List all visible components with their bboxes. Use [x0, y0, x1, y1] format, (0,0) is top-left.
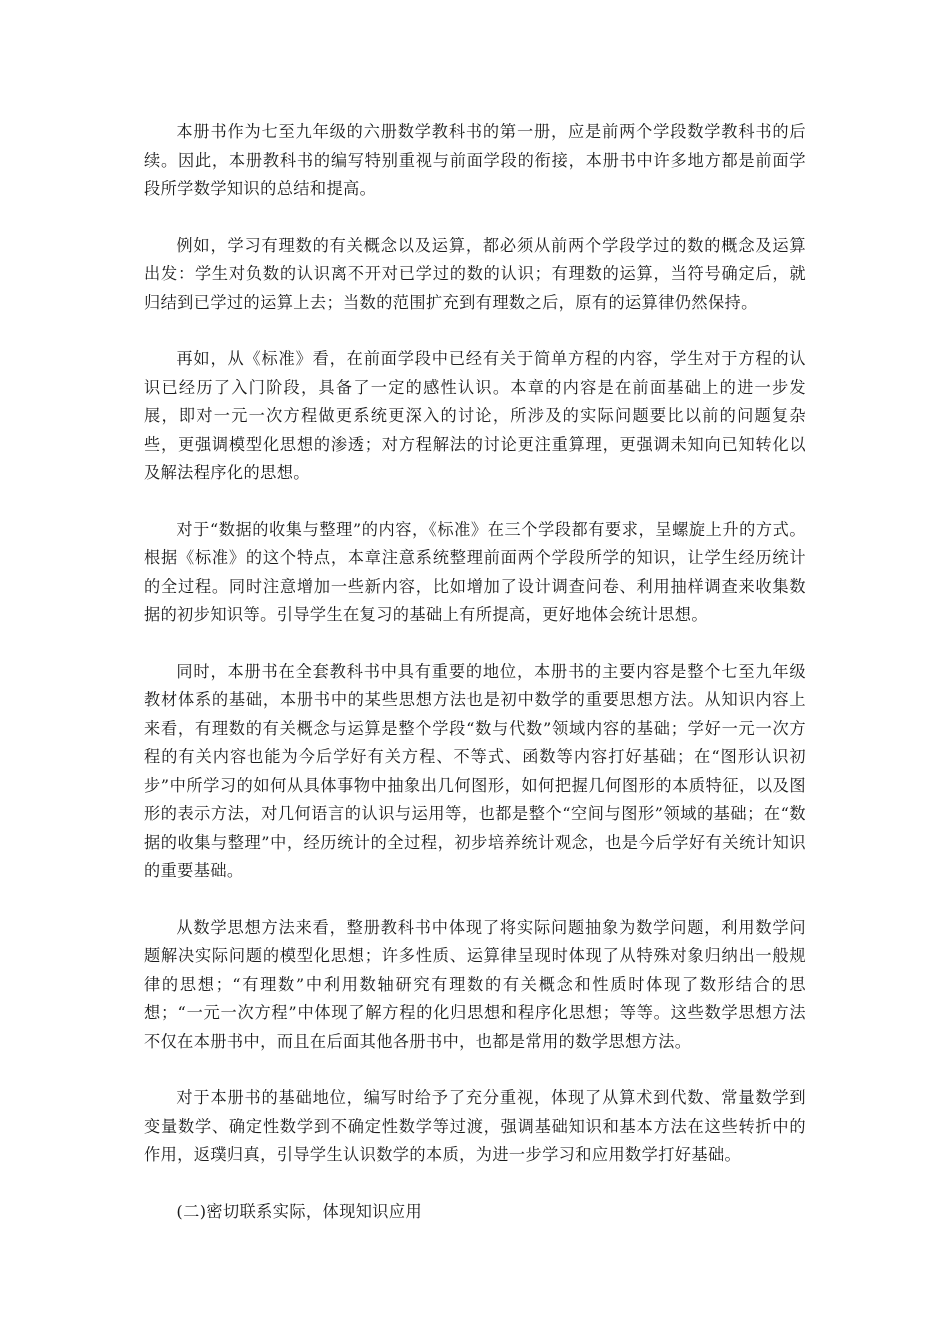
paragraph-5: 同时，本册书在全套教科书中具有重要的地位，本册书的主要内容是整个七至九年级教材体系的基础，本册书中的某些思想方法也是初中数学的重要思想方法。从知识内容上来看，有理数的有关概念与运算是整个学段“数与代数”领域内容的基础；学好一元一次方程的有关内容也能为今后学好有关方程、不等式、函数等内容打好基础；在“图形认识初步”中所学习的如何从具体事物中抽象出几何图形，如何把握几何图形的本质特征，以及图形的表示方法，对几何语言的认识与运用等，也都是整个“空间与图形”领域的基础；在“数据的收集与整理”中，经历统计的全过程，初步培养统计观念，也是今后学好有关统计知识的重要基础。 — [144, 661, 806, 880]
document-page — [144, 118, 806, 1226]
paragraph-1: 本册书作为七至九年级的六册数学教科书的第一册，应是前两个学段数学教科书的后续。因此，本册教科书的编写特别重视与前面学段的衔接，本册书中许多地方都是前面学段所学数学知识的总结和提高。 — [144, 122, 806, 198]
section-heading: (二)密切联系实际，体现知识应用 — [176, 1201, 423, 1221]
paragraph-3: 再如，从《标准》看，在前面学段中已经有关于简单方程的内容，学生对于方程的认识已经历了入门阶段，具备了一定的感性认识。本章的内容是在前面基础上的进一步发展，即对一元一次方程做更系统更深入的讨论，所涉及的实际问题要比以前的问题复杂些，更强调模型化思想的渗透；对方程解法的讨论更注重算理，更强调未知向已知转化以及解法程序化的思想。 — [144, 349, 806, 482]
paragraph-4: 对于“数据的收集与整理”的内容，《标准》在三个学段都有要求，呈螺旋上升的方式。根据《标准》的这个特点，本章注意系统整理前面两个学段所学的知识，让学生经历统计的全过程。同时注意增加一些新内容，比如增加了设计调查问卷、利用抽样调查来收集数据的初步知识等。引导学生在复习的基础上有所提高，更好地体会统计思想。 — [144, 519, 806, 624]
paragraph-7: 对于本册书的基础地位，编写时给予了充分重视，体现了从算术到代数、常量数学到变量数学、确定性数学到不确定性数学等过渡，强调基础知识和基本方法在这些转折中的作用，返璞归真，引导学生认识数学的本质，为进一步学习和应用数学打好基础。 — [144, 1088, 806, 1164]
paragraph-6: 从数学思想方法来看，整册教科书中体现了将实际问题抽象为数学问题，利用数学问题解决实际问题的模型化思想；许多性质、运算律呈现时体现了从特殊对象归纳出一般规律的思想；“有理数”中利用数轴研究有理数的有关概念和性质时体现了数形结合的思想；“一元一次方程”中体现了解方程的化归思想和程序化思想；等等。这些数学思想方法不仅在本册书中，而且在后面其他各册书中，也都是常用的数学思想方法。 — [144, 917, 806, 1051]
paragraph-2: 例如，学习有理数的有关概念以及运算，都必须从前两个学段学过的数的概念及运算出发：学生对负数的认识离不开对已学过的数的认识；有理数的运算，当符号确定后，就归结到已学过的运算上去；当数的范围扩充到有理数之后，原有的运算律仍然保持。 — [144, 235, 806, 312]
